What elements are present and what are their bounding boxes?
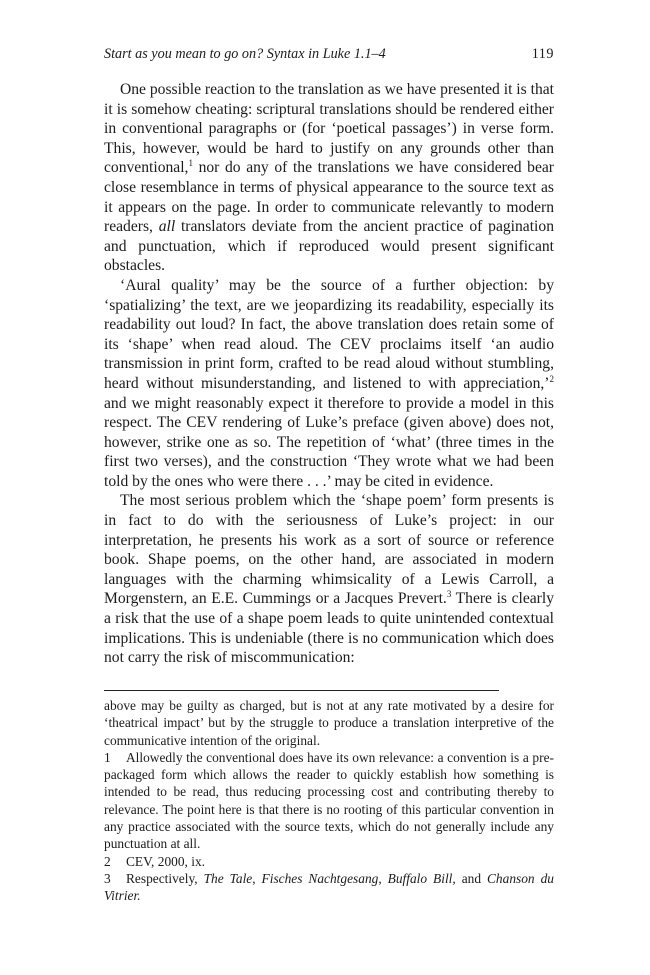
separator: , and [452, 870, 487, 886]
footnote-number: 3 [104, 870, 111, 886]
footnote-ref-1: 1 [188, 158, 193, 169]
paragraph-1 [104, 80, 554, 276]
paragraph-2 [104, 276, 554, 492]
footnote-number: 2 [104, 853, 111, 869]
work-title: Fisches Nachtgesang [261, 870, 379, 886]
footnote-rule [104, 690, 499, 691]
footnote-continued: above may be guilty as charged, but is not at any rate motivated by a desire for ‘theatrical impact’ but by the struggle to produce a translation interpretive of the communicative intention of the original. [104, 698, 554, 748]
separator: , [378, 870, 388, 886]
paragraph-text: ‘Aural quality’ may be the source of a further objection: by ‘spatializing’ the text, are we jeopardizing its readability, especially its readability out loud? In fact, the above translation does retain some of its ‘shape’ when read aloud. The CEV proclaims itself ‘an audio transmission in print form, crafted to be read aloud without stumbling, heard without misunderstanding, and listened to with appreciation,’ [104, 276, 554, 392]
footnote-number: 1 [104, 749, 111, 765]
paragraph-text: nor do any of the translations we have considered bear close resemblance in terms of physical appearance to the source text as it appears on the page. In order to communicate relevantly to modern readers, [104, 159, 554, 236]
main-text [104, 80, 554, 668]
running-title: Start as you mean to go on? Syntax in Luke 1.1–4 [104, 46, 386, 62]
emphasis: all [158, 218, 176, 236]
work-title: Chanson du Vitrier. [104, 870, 554, 904]
paragraph-text: One possible reaction to the translation as we have presented it is that it is somehow cheating: scriptural translations should be rendered either in conventional paragraphs or (for ‘poetical passages’) in verse form. This, however, would be hard to justify on any grounds other than conventional, [104, 81, 554, 177]
footnote-2 [104, 853, 554, 870]
separator: , [252, 870, 262, 886]
paragraph-text: and we might reasonably expect it therefore to provide a model in this respect. The CEV rendering of Luke’s preface (given above) does not, however, strike one as so. The repetition of ‘what’ (three times in the first two verses), and the construction ‘They wrote what we had been told by the ones who were there . . .’ may be cited in evidence. [104, 394, 554, 490]
footnote-3 [104, 870, 554, 905]
work-title: Buffalo Bill [387, 870, 453, 886]
footnote-ref-2: 2 [549, 373, 554, 384]
page-number: 119 [531, 46, 554, 62]
paragraph-3 [104, 491, 554, 667]
footnotes [104, 697, 554, 905]
footnote-text: Allowedly the conventional does have its own relevance: a convention is a pre-packaged form which allows the reader to quickly establish how something is intended to be read, thus reducing processing cost and contributing thereby to relevance. The point here is that there is no rooting of this particular convention in any practice associated with the source texts, which do not generally include any punctuation at all. [104, 749, 554, 852]
running-header [104, 44, 554, 64]
paragraph-text: There is clearly a risk that the use of a shape poem leads to quite unintended contextual implications. This is undeniable (there is no communication which does not carry the risk of miscommunication: [104, 590, 554, 667]
footnote-1 [104, 749, 554, 853]
footnote-text: CEV, 2000, ix. [126, 853, 205, 869]
paragraph-text: The most serious problem which the ‘shape poem’ form presents is in fact to do with the seriousness of Luke’s project: in our interpretation, he presents his work as a sort of source or reference book. Shape poems, on the other hand, are associated in modern languages with the charming whimsicality of a Lewis Carroll, a Morgenstern, an E.E. Cummings or a Jacques Prevert. [104, 492, 554, 608]
work-title: The Tale [203, 870, 253, 886]
footnote-text: Respectively, [126, 870, 204, 886]
paragraph-text: translators deviate from the ancient practice of pagination and punctuation, which if reproduced would present significant obstacles. [104, 218, 554, 275]
footnote-ref-3: 3 [446, 589, 452, 600]
